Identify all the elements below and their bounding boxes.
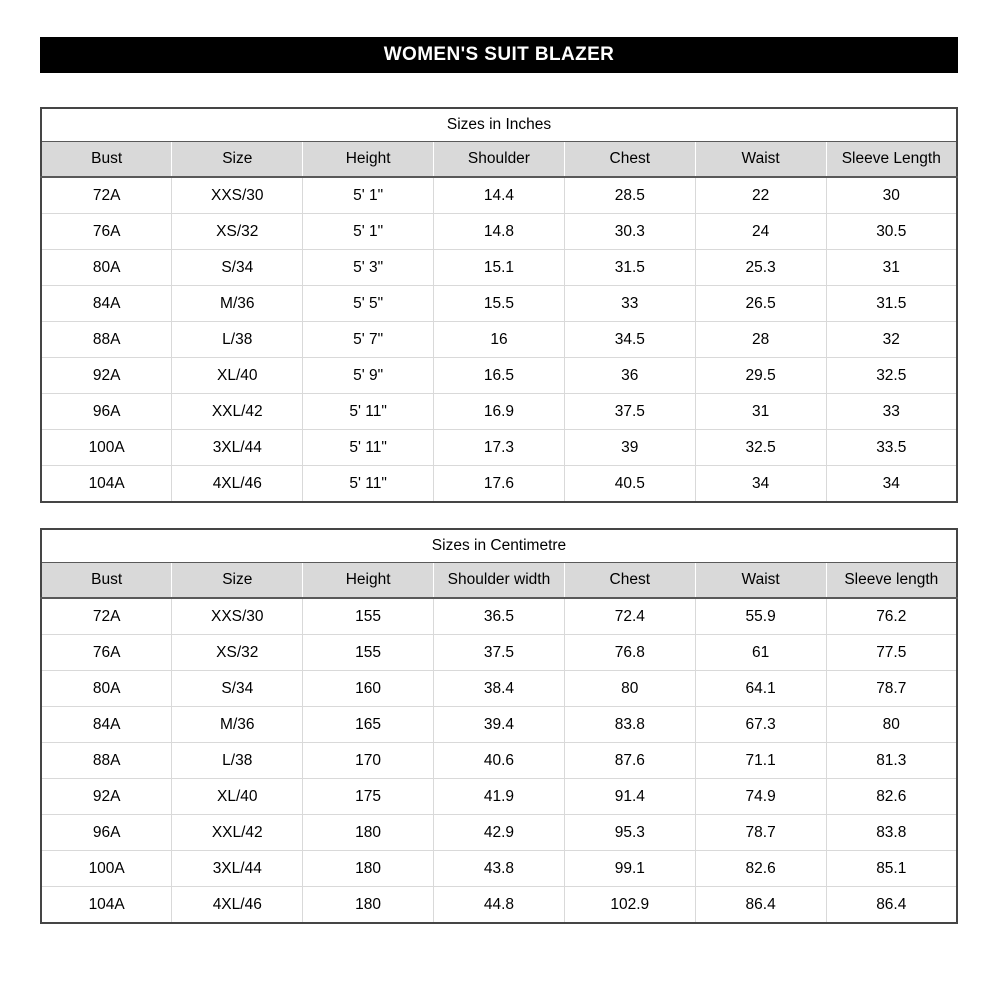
table-cell: S/34 — [172, 250, 303, 286]
table-cell: 83.8 — [564, 707, 695, 743]
table-cell: 22 — [695, 177, 826, 214]
column-header: Waist — [695, 142, 826, 178]
column-header: Waist — [695, 563, 826, 599]
table-cell: 72A — [41, 598, 172, 635]
table-cell: 5' 5" — [303, 286, 434, 322]
table-cell: 71.1 — [695, 743, 826, 779]
table-cell: 76.2 — [826, 598, 957, 635]
table-title-row — [41, 108, 957, 142]
table-cell: 91.4 — [564, 779, 695, 815]
table-cell: XS/32 — [172, 214, 303, 250]
table-cell: 14.4 — [434, 177, 565, 214]
table-cell: 80 — [826, 707, 957, 743]
table-cell: 55.9 — [695, 598, 826, 635]
table-cell: 4XL/46 — [172, 466, 303, 503]
column-header: Bust — [41, 142, 172, 178]
table-cell: 82.6 — [826, 779, 957, 815]
table-cell: XL/40 — [172, 779, 303, 815]
table-cell: 84A — [41, 286, 172, 322]
table-cell: 16.9 — [434, 394, 565, 430]
table-cell: XXS/30 — [172, 598, 303, 635]
table-body — [41, 598, 957, 923]
table-cell: 34 — [695, 466, 826, 503]
table-cell: 15.1 — [434, 250, 565, 286]
table-cell: 34 — [826, 466, 957, 503]
table-cell: L/38 — [172, 743, 303, 779]
table-cell: 81.3 — [826, 743, 957, 779]
table-cell: 165 — [303, 707, 434, 743]
table-cell: 33 — [564, 286, 695, 322]
table-cell: 102.9 — [564, 887, 695, 924]
table-cell: 80 — [564, 671, 695, 707]
table-cell: 37.5 — [434, 635, 565, 671]
table-cell: 78.7 — [695, 815, 826, 851]
table-cell: 40.6 — [434, 743, 565, 779]
table-cell: 28 — [695, 322, 826, 358]
table-cell: 80A — [41, 250, 172, 286]
table-cell: 33 — [826, 394, 957, 430]
table-cell: 95.3 — [564, 815, 695, 851]
table-row — [41, 779, 957, 815]
table-cell: 3XL/44 — [172, 430, 303, 466]
table-header-row — [41, 142, 957, 178]
table-cell: 28.5 — [564, 177, 695, 214]
table-cell: 25.3 — [695, 250, 826, 286]
table-cell: 80A — [41, 671, 172, 707]
table-cell: 14.8 — [434, 214, 565, 250]
table-cell: 4XL/46 — [172, 887, 303, 924]
table-cell: 76A — [41, 214, 172, 250]
table-title: Sizes in Inches — [41, 108, 957, 142]
table-cell: 86.4 — [695, 887, 826, 924]
table-cell: 99.1 — [564, 851, 695, 887]
table-cell: 84A — [41, 707, 172, 743]
table-cell: 72.4 — [564, 598, 695, 635]
table-cell: 24 — [695, 214, 826, 250]
table-cell: 5' 7" — [303, 322, 434, 358]
table-cell: 3XL/44 — [172, 851, 303, 887]
table-cell: 64.1 — [695, 671, 826, 707]
table-row — [41, 286, 957, 322]
table-cell: M/36 — [172, 286, 303, 322]
table-cell: 180 — [303, 887, 434, 924]
column-header: Size — [172, 142, 303, 178]
table-cell: 15.5 — [434, 286, 565, 322]
table-cell: 30.5 — [826, 214, 957, 250]
table-cell: 5' 1" — [303, 177, 434, 214]
table-cell: 32 — [826, 322, 957, 358]
table-cell: 40.5 — [564, 466, 695, 503]
table-row — [41, 671, 957, 707]
table-cell: 34.5 — [564, 322, 695, 358]
table-cell: 92A — [41, 358, 172, 394]
table-cell: 85.1 — [826, 851, 957, 887]
table-title: Sizes in Centimetre — [41, 529, 957, 563]
table-cell: 30 — [826, 177, 957, 214]
table-cell: 175 — [303, 779, 434, 815]
table-cell: L/38 — [172, 322, 303, 358]
table-cell: 104A — [41, 887, 172, 924]
table-cell: 155 — [303, 635, 434, 671]
table-cell: 160 — [303, 671, 434, 707]
table-row — [41, 707, 957, 743]
table-cell: 5' 3" — [303, 250, 434, 286]
table-cell: 16.5 — [434, 358, 565, 394]
table-cell: 26.5 — [695, 286, 826, 322]
table-cell: 5' 11" — [303, 430, 434, 466]
table-cell: 39 — [564, 430, 695, 466]
table-row — [41, 250, 957, 286]
table-cell: 83.8 — [826, 815, 957, 851]
table-cell: 88A — [41, 322, 172, 358]
table-cell: 17.6 — [434, 466, 565, 503]
sizes-in-inches-table — [40, 107, 958, 503]
table-cell: 39.4 — [434, 707, 565, 743]
table-row — [41, 851, 957, 887]
table-cell: 180 — [303, 815, 434, 851]
table-row — [41, 887, 957, 924]
table-cell: 43.8 — [434, 851, 565, 887]
column-header: Height — [303, 563, 434, 599]
table-cell: 76A — [41, 635, 172, 671]
table-cell: 78.7 — [826, 671, 957, 707]
table-cell: 5' 11" — [303, 466, 434, 503]
table-cell: 30.3 — [564, 214, 695, 250]
column-header: Chest — [564, 563, 695, 599]
table-row — [41, 430, 957, 466]
table-title-row — [41, 529, 957, 563]
table-cell: 155 — [303, 598, 434, 635]
table-row — [41, 214, 957, 250]
table-cell: XL/40 — [172, 358, 303, 394]
table-row — [41, 635, 957, 671]
column-header: Sleeve length — [826, 563, 957, 599]
table-cell: 104A — [41, 466, 172, 503]
table-cell: 42.9 — [434, 815, 565, 851]
table-cell: 5' 1" — [303, 214, 434, 250]
table-cell: 5' 11" — [303, 394, 434, 430]
table-cell: 33.5 — [826, 430, 957, 466]
table-cell: 96A — [41, 815, 172, 851]
table-cell: 170 — [303, 743, 434, 779]
table-cell: S/34 — [172, 671, 303, 707]
table-cell: 76.8 — [564, 635, 695, 671]
table-row — [41, 743, 957, 779]
table-cell: 29.5 — [695, 358, 826, 394]
column-header: Shoulder — [434, 142, 565, 178]
table-cell: 180 — [303, 851, 434, 887]
table-cell: 44.8 — [434, 887, 565, 924]
table-cell: 38.4 — [434, 671, 565, 707]
page-title: WOMEN'S SUIT BLAZER — [383, 44, 615, 65]
table-cell: 31.5 — [564, 250, 695, 286]
table-row — [41, 466, 957, 503]
table-cell: 31.5 — [826, 286, 957, 322]
table-cell: 100A — [41, 430, 172, 466]
column-header: Shoulder width — [434, 563, 565, 599]
table-cell: 16 — [434, 322, 565, 358]
table-row — [41, 358, 957, 394]
table-cell: 74.9 — [695, 779, 826, 815]
title-banner — [40, 37, 958, 73]
table-cell: 32.5 — [826, 358, 957, 394]
table-cell: 87.6 — [564, 743, 695, 779]
table-row — [41, 394, 957, 430]
table-cell: 88A — [41, 743, 172, 779]
column-header: Bust — [41, 563, 172, 599]
table-cell: 5' 9" — [303, 358, 434, 394]
table-body — [41, 177, 957, 502]
table-cell: 36.5 — [434, 598, 565, 635]
table-cell: XXL/42 — [172, 815, 303, 851]
column-header: Sleeve Length — [826, 142, 957, 178]
column-header: Height — [303, 142, 434, 178]
table-cell: 67.3 — [695, 707, 826, 743]
sizes-in-centimetre-table — [40, 528, 958, 924]
column-header: Size — [172, 563, 303, 599]
table-cell: 61 — [695, 635, 826, 671]
table-cell: 31 — [695, 394, 826, 430]
table-cell: XXS/30 — [172, 177, 303, 214]
table-cell: 96A — [41, 394, 172, 430]
table-cell: XXL/42 — [172, 394, 303, 430]
table-cell: 86.4 — [826, 887, 957, 924]
table-cell: 36 — [564, 358, 695, 394]
table-cell: 92A — [41, 779, 172, 815]
table-cell: 31 — [826, 250, 957, 286]
table-cell: 72A — [41, 177, 172, 214]
table-cell: 100A — [41, 851, 172, 887]
table-cell: 17.3 — [434, 430, 565, 466]
table-cell: 41.9 — [434, 779, 565, 815]
table-cell: 82.6 — [695, 851, 826, 887]
table-cell: 77.5 — [826, 635, 957, 671]
table-row — [41, 177, 957, 214]
table-row — [41, 815, 957, 851]
table-cell: M/36 — [172, 707, 303, 743]
table-cell: XS/32 — [172, 635, 303, 671]
table-cell: 32.5 — [695, 430, 826, 466]
table-cell: 37.5 — [564, 394, 695, 430]
table-row — [41, 598, 957, 635]
table-row — [41, 322, 957, 358]
table-header-row — [41, 563, 957, 599]
column-header: Chest — [564, 142, 695, 178]
